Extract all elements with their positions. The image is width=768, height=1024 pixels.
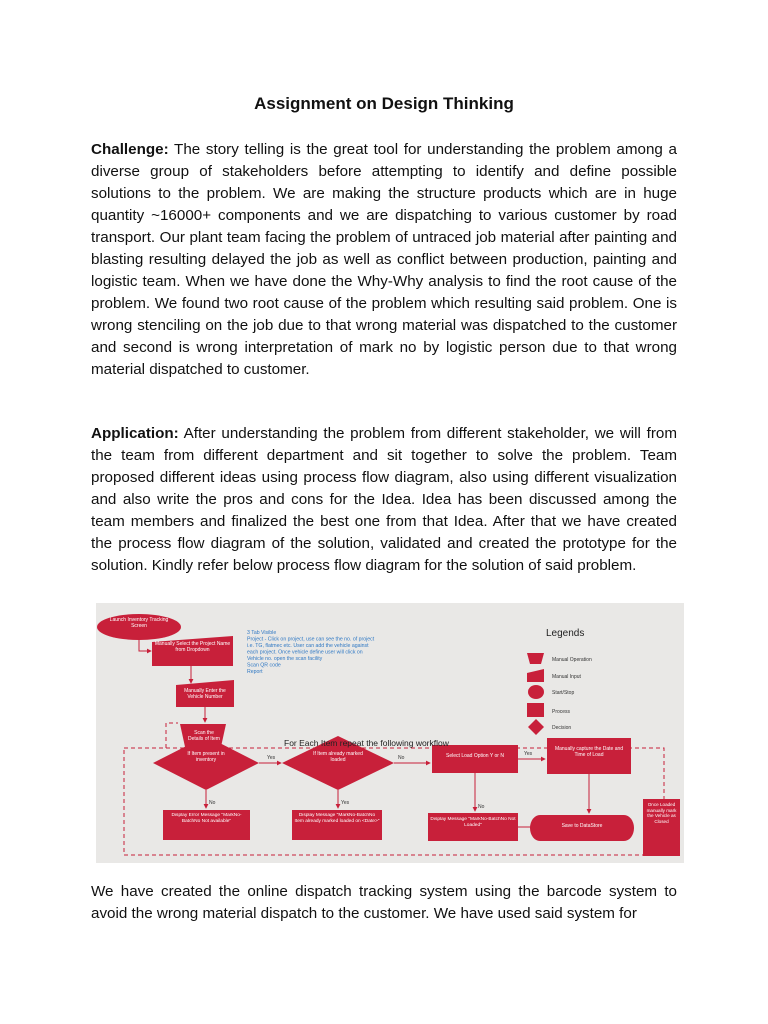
legend-label: Manual Input — [552, 674, 581, 680]
legend-label: Manual Operation — [552, 657, 592, 663]
legend-label: Decision — [552, 725, 572, 731]
yes-label: Yes — [524, 751, 533, 757]
save-label: Save to DataStore — [561, 823, 603, 829]
legend-start-stop-shape — [528, 685, 544, 699]
note-line: each project. Once vehicle define user will click on — [247, 649, 363, 656]
select-load-label: Select Load Option Y or N — [446, 753, 504, 759]
challenge-label: Challenge: — [91, 141, 169, 158]
note-line: Project - Click on project, use can see the no. of project — [247, 636, 375, 643]
err2-label: Display Message "MarkNo-BatchNo Item already marked loaded on <Date>" — [294, 813, 380, 824]
yes-label: Yes — [267, 755, 276, 761]
no-label: No — [398, 755, 405, 761]
application-label: Application: — [91, 425, 179, 442]
repeat-heading: For Each Item repeat the following workflow — [284, 738, 449, 748]
document-title: Assignment on Design Thinking — [254, 94, 514, 113]
note-line: i.e. TG, flatmec etc. User can add the vehicle against — [247, 643, 369, 649]
note-line: Vehicle no. open the scan facility — [247, 656, 323, 662]
capture-label: Manually capture the Date and Time of Load — [554, 746, 624, 758]
scan-details-label: Scan the Details of Item — [188, 730, 220, 742]
note-line: Report — [247, 669, 263, 675]
launch-label: Launch Inventory Tracking Screen — [109, 617, 169, 629]
challenge-paragraph — [91, 139, 677, 381]
challenge-text: The story telling is the great tool for understanding the problem among a diverse group of stakeholders before attempting to identify and define possible solutions to the problem. We are making the structure products which are in huge quantity ~16000+ components and we are dispatching to various customer by road transport. Our plant team facing the problem of untraced job material after painting and blasting resulting delayed the job as well as conflict between production, painting and logistic team. When we have done the Why-Why analysis to find the root cause of the problem. We found two root cause of the problem which resulting said problem. One is wrong stenciling on the job due to that wrong material was dispatched to the customer and second is wrong interpretation of mark no by logistic person due to that wrong material dispatched to customer. — [91, 141, 677, 378]
note-line: 3 Tab Visible — [247, 630, 277, 636]
legend-manual-input-shape — [527, 669, 544, 682]
closed-label: Once Loaded manually mark the Vehicle as Closed — [646, 802, 677, 824]
legend-label: Process — [552, 709, 571, 715]
legend-decision-shape — [528, 719, 544, 735]
legend-label: Start/Stop — [552, 690, 575, 696]
no-label: No — [478, 804, 485, 810]
enter-vehicle-label: Manually Enter the Vehicle Number — [184, 688, 226, 700]
process-flow-diagram — [96, 603, 684, 863]
legend-process-shape — [527, 703, 544, 717]
decision2-label: If Item already marked loaded — [313, 751, 363, 763]
err3-label: Display Message "MarkNo-BatchNo Not Loaded" — [430, 817, 516, 828]
closing-paragraph: We have created the online dispatch tracking system using the barcode system to avoid the wrong material dispatch to the customer. We have used said system for — [91, 883, 677, 922]
application-paragraph — [91, 423, 677, 577]
err1-label: Display Error Message "MarkNo-BatchNo Not available" — [171, 813, 242, 824]
note-line: Scan QR code — [247, 662, 281, 669]
no-label: No — [209, 800, 216, 806]
application-text: After understanding the problem from different stakeholder, we will from the team from different department and sit together to solve the problem. Team proposed different ideas using process flow diagram, also using different visualization and also write the pros and cons for the Idea. Idea has been discussed among the team members and finalized the best one from that Idea. After that we have created the process flow diagram of the solution, validated and created the prototype for the solution. Kindly refer below process flow diagram for the solution of said problem. — [91, 425, 677, 574]
select-project-label: Manually Select the Project Name from Dropdown — [154, 641, 231, 653]
decision1-label: If Item present in inventory — [187, 751, 225, 763]
yes-label: Yes — [341, 800, 350, 806]
legends-title: Legends — [546, 628, 585, 639]
legend-manual-operation-shape — [527, 653, 544, 664]
